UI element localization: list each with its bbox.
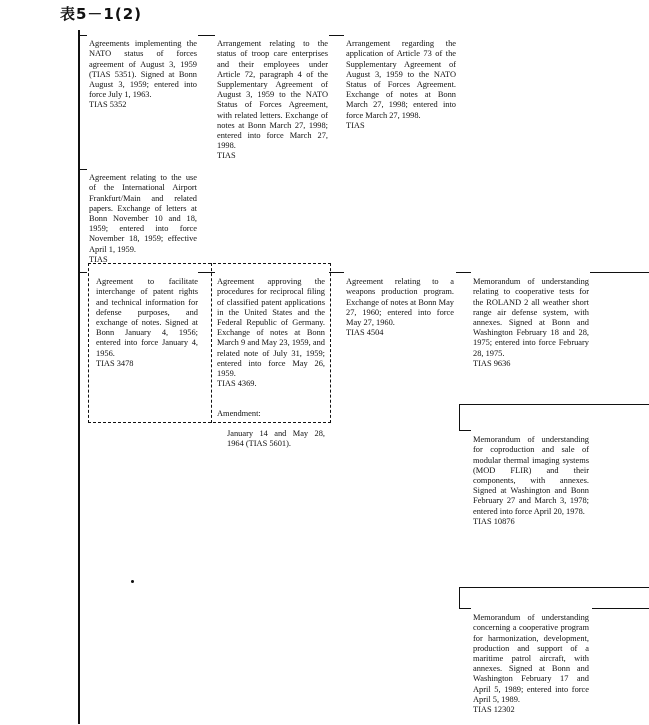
entry-maritime-patrol [473,603,589,725]
entry-tias: TIAS 4504 [346,328,384,338]
entry-roland-2 [473,267,589,379]
entry-mod-flir [473,425,589,537]
entry-article-73 [346,29,456,141]
entry-tias: TIAS [89,254,108,264]
branch-b5-top [459,404,649,405]
connector-b4-out [590,272,649,273]
entry-tias: TIAS 9636 [473,358,511,368]
amendment-label: Amendment: [217,408,261,418]
stray-mark [131,580,134,583]
entry-nato-implementing [89,29,197,121]
entry-text: Agreement approving the procedures for reciprocal filing of classified patent applications in the United States and the Federal Republic of Germany. Exchange of notes at Bonn March 9 and May 23, 1959, and related note of July 31, 1959; entered into force May 26, 1959. [217,277,325,379]
connector-b3 [329,272,344,273]
branch-b6-vertical [459,587,460,608]
entry-text: Arrangement regarding the application of Article 73 of the Supplementary Agreement of August 3, 1959 to the NATO Status of Forces Agreement. Exchange of notes at Bonn March 27, 1998; entered into force March 27, 1998. [346,39,456,120]
connector-a3 [329,35,344,36]
entry-frankfurt-airport [89,163,197,275]
main-trunk-line [78,30,80,724]
entry-weapons-production [346,267,454,349]
dashed-group-divider [211,263,212,423]
entry-tias: TIAS [346,120,365,130]
entry-tias: TIAS 4369. [217,379,257,389]
entry-tias: TIAS 5352 [89,100,127,110]
entry-tias: TIAS 12302 [473,705,515,715]
branch-b5-vertical [459,404,460,430]
entry-classified-patent [217,267,325,460]
amendment-text: January 14 and May 28, 1964 (TIAS 5601). [227,429,325,449]
entry-text: Arrangement relating to the status of troop care enterprises and their employees under Article 72, paragraph 4 of the Supplementary Agreement of August 3, 1959 to the NATO Status of Forces Agreement, with related letters. Exchange of notes at Bonn March 27, 1998; entered into force March 27, 1998. [217,39,328,151]
connector-b1 [78,272,87,273]
connector-a2 [198,35,215,36]
entry-text: Agreement relating to the use of the International Airport Frankfurt/Main and related papers. Exchange of letters at Bonn November 10 and 18, 1959; entered into force November 18, 1959; effective April 1, 1959. [89,173,197,254]
branch-b6-bottom [459,608,471,609]
entry-text: Agreement to facilitate interchange of patent rights and technical information for defense purposes, and exchange of notes. Signed at Bonn January 4, 1956; entered into force January 4, 1956. [96,277,198,358]
branch-b6-top [459,587,649,588]
entry-text: Memorandum of understanding relating to cooperative tests for the ROLAND 2 all weather short range air defense system, with annexes. Signed at Bonn and Washington February 18 and 28, 1975; entered into force February 28, 1975. [473,277,589,358]
connector-a1 [78,35,87,36]
connector-b6-out [592,608,649,609]
entry-text: Memorandum of understanding concerning a cooperative program for harmonization, development, production and support of a maritime patrol aircraft, with annexes. Signed at Bonn and Washington February 17 and April 5, 1989; entered into force April 5, 1989. [473,613,589,704]
entry-patent-rights [96,267,198,379]
entry-tias: TIAS 10876 [473,516,515,526]
entry-tias: TIAS 3478 [96,358,134,368]
entry-text: Agreement relating to a weapons production program. Exchange of notes at Bonn May 27, 1960; entered into force May 27, 1960. [346,277,454,328]
connector-b4 [456,272,471,273]
entry-text: Agreements implementing the NATO status of forces agreement of August 3, 1959 (TIAS 5351). Signed at Bonn August 3, 1959; entered into force July 1, 1963. [89,39,197,100]
connector-a4 [78,169,87,170]
entry-troop-care [217,29,328,172]
entry-tias: TIAS [217,151,236,161]
entry-text: Memorandum of understanding for coproduction and sale of modular thermal imaging systems (MOD FLIR) and their components, with annexes. Signed at Washington and Bonn February 27 and March 3, 1978; entered into force April 20, 1978. [473,435,589,516]
page-title: 表5－1(2) [60,5,143,23]
branch-b5-bottom [459,430,471,431]
